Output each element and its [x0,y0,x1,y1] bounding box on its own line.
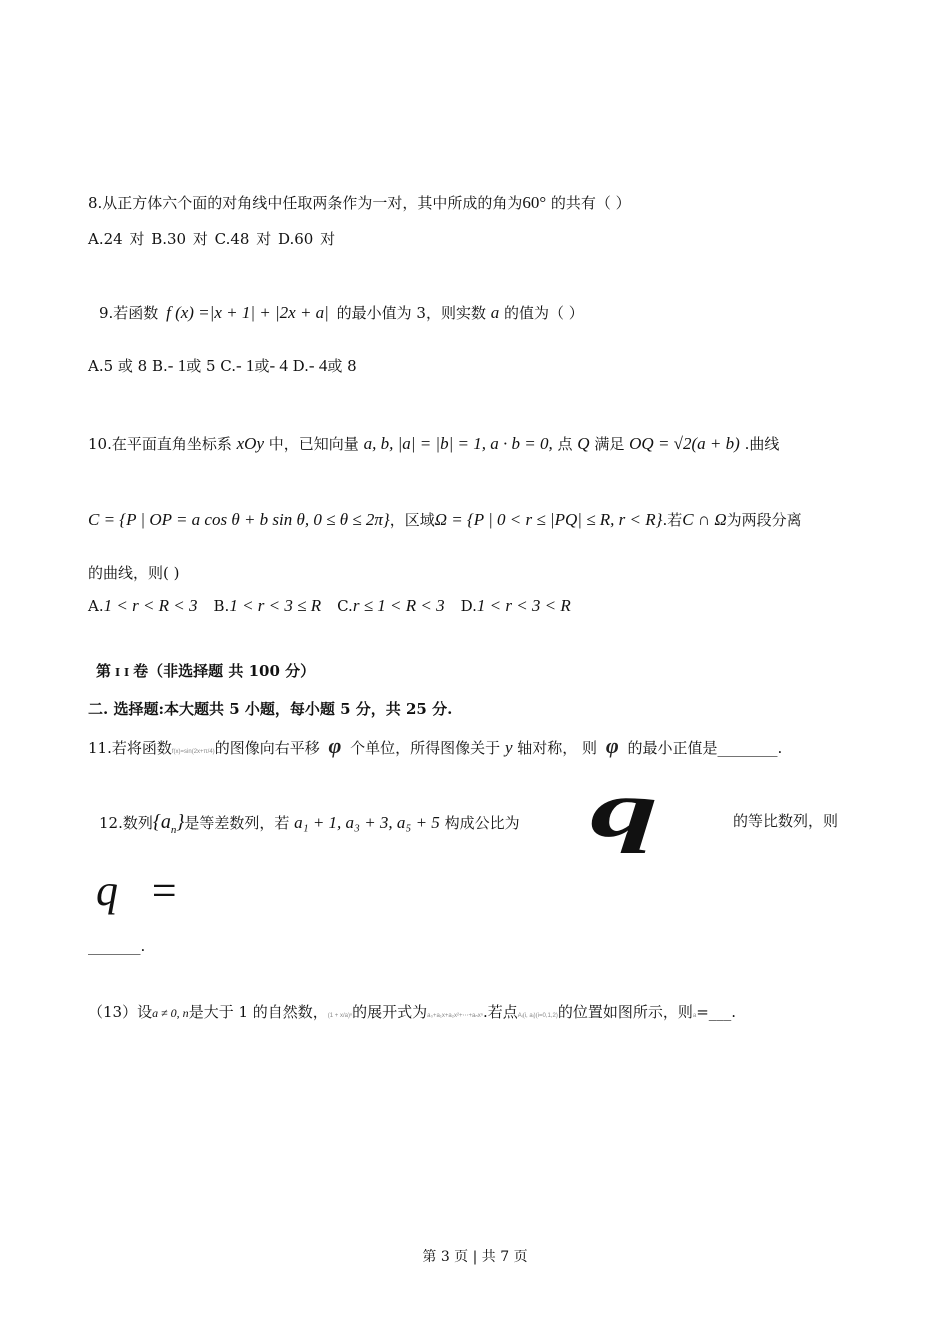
q10-options [88,596,571,616]
q10-opt-b-label: B. [213,597,230,615]
q11-phi-2: φ [605,733,619,758]
q13-condition: a ≠ 0, n [152,1006,189,1020]
q13-stem-f: =___. [696,1003,737,1021]
part2-title [96,662,315,680]
q13-stem [88,1003,736,1021]
q9-var-a: a [490,303,500,322]
q9-opt-c1: - 1 [236,356,255,375]
q10-stem-g: .若 [662,511,683,529]
q11-stem-b: 的图像向右平移 [214,739,320,757]
q11-stem-c: 个单位，所得图像关于 [350,739,501,757]
q11-phi: φ [328,733,342,758]
q8-options: A.24 对 B.30 对 C.48 对 D.60 对 [88,230,336,248]
q11-stem-e: 的最小正值是________. [627,739,783,757]
q12-stem-c: 构成公比为 [444,814,520,832]
q12-seq-open: {a [152,811,171,833]
q8-angle: 60° [522,193,547,212]
q12-big-q-symbol: q [590,766,652,854]
q9-stem-a: 9.若函数 [99,304,159,322]
q10-stem-line1 [88,434,779,454]
q10-stem-c: 点 [557,435,573,453]
q10-vectors: a, b, |a| = |b| = 1, a · b = 0, [363,434,553,453]
q10-opt-c-label: C. [337,597,353,615]
q10-stem-line2 [88,510,802,530]
q10-coord: xOy [236,434,265,453]
q10-oq: OQ = √2(a + b) [629,434,740,453]
q10-intersection: C ∩ Ω [682,510,727,529]
q9-opt-c2: - 4 [269,356,288,375]
q13-tiny-expansion: a₀+a₁x+a₂x²+⋯+aₙxⁿ [427,1013,483,1019]
q10-stem-e: .曲线 [744,435,780,453]
q9-stem-c: 的值为（ ） [504,304,584,322]
q9-opt-d: - 4 [308,356,328,375]
q12-stem-b: 是等差数列，若 [184,814,290,832]
q11-stem-d: 轴对称， 则 [517,739,598,757]
q13-stem-b: 是大于 1 的自然数， [188,1003,328,1021]
q12-seq-sub: n [170,824,177,836]
q9-options-d: D. [287,357,309,375]
q13-tiny-point: Aᵢ(i, aᵢ)(i=0,1,2) [517,1013,558,1019]
q13-stem-e: 的位置如图所示，则 [557,1003,693,1021]
q8-stem-a: 8.从正方体六个面的对角线中任取两条作为一对，其中所成的角为 [88,194,523,212]
q9-options [88,356,357,376]
q13-stem-d: .若点 [482,1003,518,1021]
q12-terms: a₁ + 1, a₃ + 3, a₅ + 5 [294,813,440,832]
q12-seq-close: } [176,811,185,833]
q10-stem-b: 中，已知向量 [268,435,359,453]
q10-point-q: Q [577,434,590,453]
q13-stem-c: 的展开式为 [352,1003,428,1021]
q10-curve: C = {P | OP = a cos θ + b sin θ, 0 ≤ θ ≤ 2π} [88,510,390,529]
q10-stem-a: 10.在平面直角坐标系 [88,435,232,453]
part2-title-roman: I I [115,666,130,679]
q11-y: y [504,738,513,757]
q10-stem-line3: 的曲线，则( ) [88,564,180,582]
q12-stem [99,810,520,837]
q8-stem [88,193,631,213]
q11-stem [88,733,782,759]
part2-title-a: 第 [96,662,112,680]
q9-options-b: 或 5 C. [186,357,237,375]
q10-opt-c: r ≤ 1 < R < 3 [352,596,445,615]
q10-region: Ω = {P | 0 < r ≤ |PQ| ≤ R, r < R} [434,510,663,529]
q10-stem-f: ，区域 [389,511,435,529]
q9-options-c: 或 [254,357,270,375]
q8-stem-b: 的共有（ ） [546,194,631,212]
q9-options-e: 或 8 [327,357,357,375]
q13-tiny-expr: (1 + x/a)ⁿ [327,1013,353,1019]
page-footer: 第 3 页 | 共 7 页 [422,1249,528,1265]
section-heading: 二. 选择题:本大题共 5 小题，每小题 5 分，共 25 分. [88,700,453,718]
q9-options-a: A.5 或 8 B. [88,357,168,375]
q9-stem-b: 的最小值为 3，则实数 [336,304,486,322]
q10-opt-d-label: D. [460,597,477,615]
q12-blank: _______. [88,937,146,955]
q12-stem-a: 12.数列 [99,814,153,832]
q10-opt-d: 1 < r < 3 < R [476,596,571,615]
part2-title-b: 卷（非选择题 共 100 分） [133,662,316,680]
q10-opt-a: 1 < r < R < 3 [103,596,198,615]
q9-opt-b: - 1 [167,356,187,375]
q10-stem-h: 为两段分离 [726,511,802,529]
q10-opt-b: 1 < r < 3 ≤ R [229,596,322,615]
q10-stem-d: 满足 [594,435,625,453]
q10-opt-a-label: A. [88,597,104,615]
q11-stem-a: 11.若将函数 [88,739,172,757]
q12-seq [152,811,185,836]
q9-stem [99,303,584,323]
q13-stem-a: （13）设 [88,1003,153,1021]
q13-tiny-a: a [692,1013,697,1019]
q11-tiny-function: f(x)=sin(2x+π/4) [171,749,215,755]
q12-answer-q: q = [96,866,189,915]
q9-function: f (x) =|x + 1| + |2x + a| [166,303,329,322]
q12-stem-d: 的等比数列，则 [733,812,839,830]
